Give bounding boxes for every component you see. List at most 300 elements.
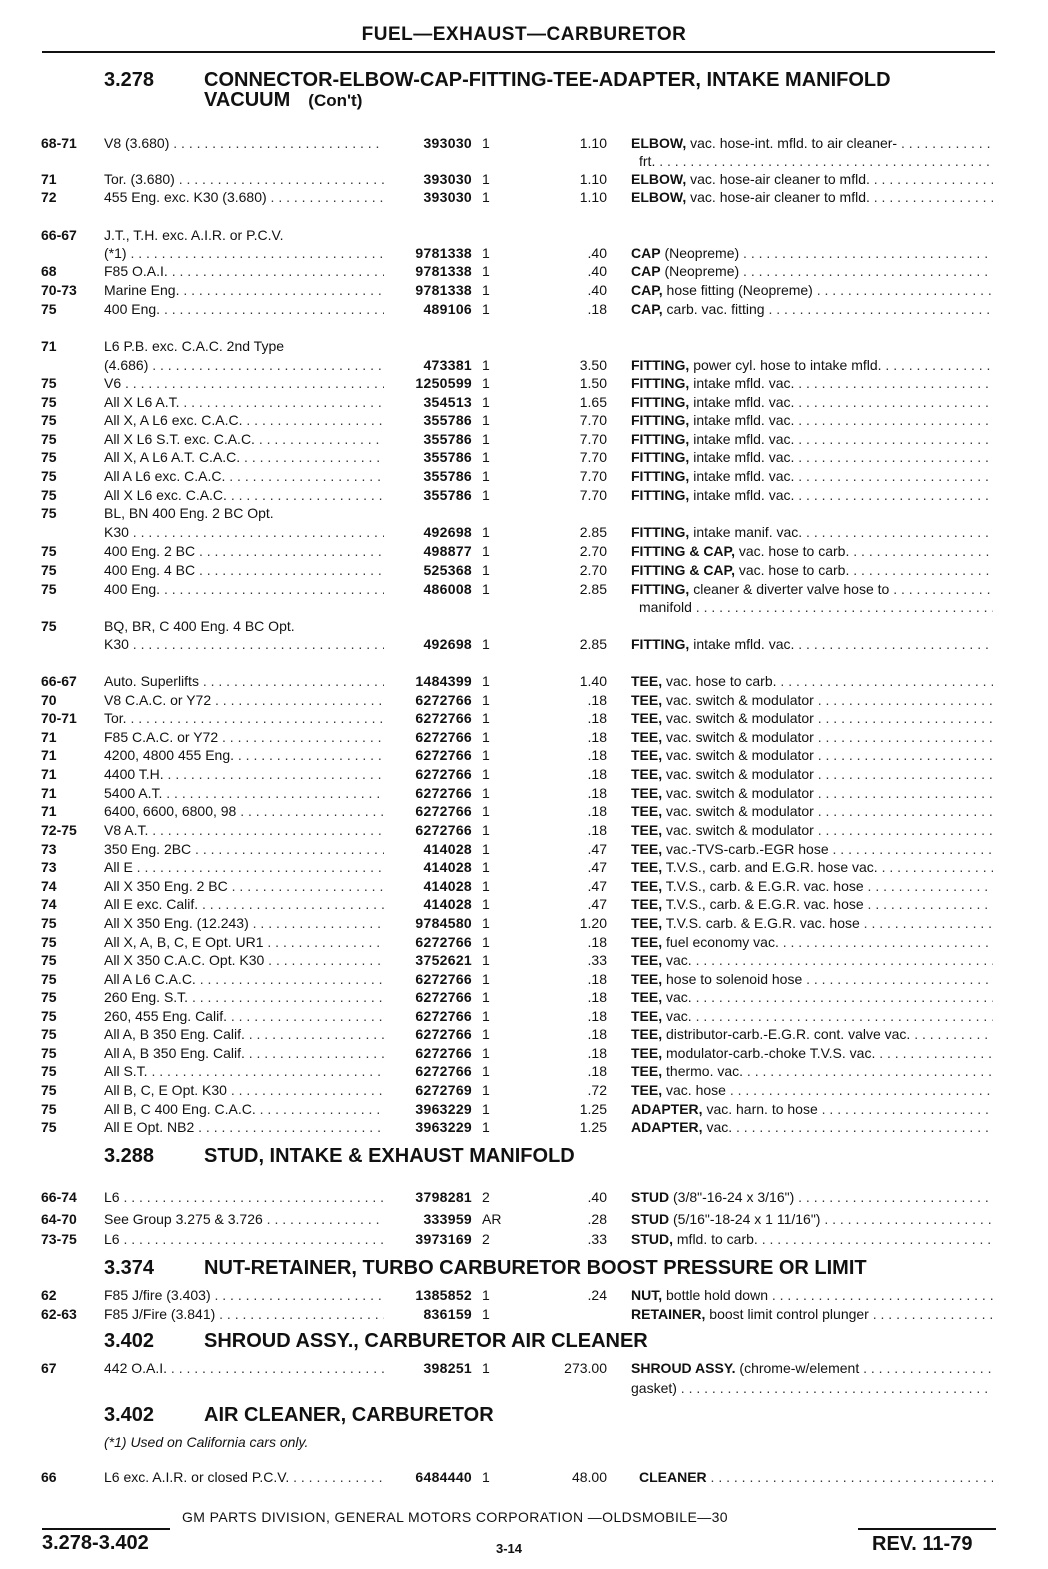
model-year: 75 <box>41 618 57 634</box>
description <box>631 430 993 448</box>
model-year: 75 <box>41 1119 57 1135</box>
part-detail: vac. hose <box>662 1082 726 1098</box>
model-year: 74 <box>41 896 57 912</box>
price: .72 <box>587 1082 607 1098</box>
quantity: 1 <box>482 375 490 391</box>
part-detail: carb. vac. fitting <box>662 301 765 317</box>
table-row <box>0 895 1048 913</box>
part-number: 9781338 <box>415 282 472 298</box>
model-year: 75 <box>41 468 57 484</box>
section-title: NUT-RETAINER, TURBO CARBURETOR BOOST PRESSURE OR LIMIT <box>204 1257 867 1279</box>
description <box>631 933 993 951</box>
description <box>631 467 993 485</box>
application: All X L6 exc. C.A.C. . . . <box>104 486 384 504</box>
price: 2.85 <box>579 636 607 652</box>
description <box>631 784 993 802</box>
model-year: 71 <box>41 729 57 745</box>
part-detail: vac. hose to carb. <box>734 562 850 578</box>
part-detail: vac. hose-int. mfld. to air cleaner- <box>686 135 898 151</box>
part-detail: intake manif. vac. <box>689 524 803 540</box>
description <box>631 728 993 746</box>
table-row <box>0 1044 1048 1062</box>
table-row <box>0 1100 1048 1118</box>
application: Tor. (3.680) . . . <box>104 170 384 188</box>
quantity: 1 <box>482 878 490 894</box>
part-number: 6272766 <box>415 1026 472 1042</box>
description <box>631 300 993 318</box>
application: V8 A.T. . . . <box>104 821 384 839</box>
application: All X, A, B, C, E Opt. UR1 . . . <box>104 933 384 951</box>
price: 48.00 <box>571 1469 607 1485</box>
table-row <box>0 951 1048 969</box>
description <box>631 1379 993 1397</box>
part-detail: (3/8"-16-24 x 3/16") <box>669 1189 795 1205</box>
price: .18 <box>587 989 607 1005</box>
part-name: CAP <box>631 245 661 261</box>
price: .18 <box>587 1045 607 1061</box>
model-year: 75 <box>41 543 57 559</box>
part-detail: fuel economy vac. <box>662 934 779 950</box>
table-row <box>0 914 1048 932</box>
table-row <box>0 691 1048 709</box>
table-row <box>0 709 1048 727</box>
table-row <box>0 430 1048 448</box>
description <box>631 1100 993 1118</box>
price: 2.85 <box>579 524 607 540</box>
part-name: TEE, <box>631 729 663 745</box>
table-row <box>0 1230 1048 1248</box>
quantity: 1 <box>482 357 490 373</box>
part-name: TEE, <box>631 952 663 968</box>
model-year: 66 <box>41 1469 57 1485</box>
description <box>631 635 993 653</box>
part-name: FITTING, <box>631 375 690 391</box>
part-name: FITTING, <box>631 636 690 652</box>
application: All S.T. . . . <box>104 1062 384 1080</box>
part-name: NUT, <box>631 1287 663 1303</box>
application: 260 Eng. S.T. . . . <box>104 988 384 1006</box>
part-name: TEE, <box>631 822 663 838</box>
part-detail: vac. hose-air cleaner to mfld. <box>686 171 870 187</box>
table-row <box>0 244 1048 262</box>
section-number: 3.374 <box>104 1257 155 1279</box>
continued-label: (Con't) <box>308 91 363 110</box>
part-number: 836159 <box>423 1306 472 1322</box>
description <box>631 1468 993 1486</box>
model-year: 75 <box>41 505 57 521</box>
table-row <box>0 337 1048 355</box>
part-number: 473381 <box>423 357 472 373</box>
part-detail: vac. switch & modulator <box>662 747 814 763</box>
part-detail: vac. harn. to hose <box>702 1101 818 1117</box>
application: L6 . . . <box>104 1230 384 1248</box>
part-detail: T.V.S., carb. and E.G.R. hose vac. <box>662 859 878 875</box>
description <box>631 134 993 152</box>
quantity: 1 <box>482 747 490 763</box>
part-number: 6272766 <box>415 822 472 838</box>
table-row <box>0 598 1048 616</box>
quantity: 1 <box>482 1063 490 1079</box>
model-year: 73-75 <box>41 1231 77 1247</box>
part-detail: vac.-TVS-carb.-EGR hose <box>662 841 829 857</box>
footer-rule-right <box>858 1528 996 1530</box>
description <box>631 598 993 616</box>
part-number: 6272766 <box>415 729 472 745</box>
part-number: 6272766 <box>415 989 472 1005</box>
quantity: 1 <box>482 1306 490 1322</box>
quantity: 1 <box>482 989 490 1005</box>
part-number: 414028 <box>423 896 472 912</box>
table-row <box>0 281 1048 299</box>
description <box>631 1044 993 1062</box>
part-number: 6272766 <box>415 785 472 801</box>
quantity: 1 <box>482 1045 490 1061</box>
section-title-line: CONNECTOR-ELBOW-CAP-FITTING-TEE-ADAPTER, INTAKE MANIFOLD <box>204 69 891 91</box>
part-number: 355786 <box>423 449 472 465</box>
part-detail: (chrome-w/element <box>735 1360 860 1376</box>
part-number: 3963229 <box>415 1101 472 1117</box>
part-name: CAP <box>631 263 661 279</box>
price: .47 <box>587 841 607 857</box>
model-year: 71 <box>41 803 57 819</box>
section-number: 3.278 <box>104 69 155 91</box>
table-row <box>0 746 1048 764</box>
description <box>631 895 993 913</box>
model-year: 71 <box>41 171 57 187</box>
table-row <box>0 504 1048 522</box>
description <box>631 188 993 206</box>
application: All A, B 350 Eng. Calif. . . . <box>104 1025 384 1043</box>
quantity: 1 <box>482 636 490 652</box>
part-detail: vac. hose-air cleaner to mfld. <box>686 189 870 205</box>
part-detail: vac. <box>662 1008 692 1024</box>
part-number: 414028 <box>423 841 472 857</box>
table-row <box>0 970 1048 988</box>
part-number: 355786 <box>423 468 472 484</box>
price: 7.70 <box>579 468 607 484</box>
part-number: 1250599 <box>415 375 472 391</box>
price: 2.70 <box>579 562 607 578</box>
quantity: AR <box>482 1211 502 1227</box>
part-name: ELBOW, <box>631 189 687 205</box>
quantity: 1 <box>482 710 490 726</box>
part-name: TEE, <box>631 859 663 875</box>
table-row <box>0 933 1048 951</box>
model-year: 75 <box>41 431 57 447</box>
application: 455 Eng. exc. K30 (3.680) . . . <box>104 188 384 206</box>
price: .47 <box>587 878 607 894</box>
part-name: TEE, <box>631 785 663 801</box>
price: 1.25 <box>579 1101 607 1117</box>
model-year: 73 <box>41 841 57 857</box>
table-row <box>0 300 1048 318</box>
part-name: FITTING, <box>631 394 690 410</box>
quantity: 1 <box>482 803 490 819</box>
application: 260, 455 Eng. Calif. . . . <box>104 1007 384 1025</box>
price: 2.85 <box>579 581 607 597</box>
table-row <box>0 1379 1048 1397</box>
table-row <box>0 152 1048 170</box>
part-detail: T.V.S. carb. & E.G.R. vac. hose <box>662 915 860 931</box>
part-number: 355786 <box>423 487 472 503</box>
description <box>631 988 993 1006</box>
part-number: 9781338 <box>415 263 472 279</box>
part-detail: intake mfld. vac. <box>689 375 795 391</box>
description <box>631 1007 993 1025</box>
footer-group-range: 3.278-3.402 <box>42 1532 149 1554</box>
part-name: ADAPTER, <box>631 1101 703 1117</box>
table-row <box>0 821 1048 839</box>
table-row <box>0 1007 1048 1025</box>
part-name: FITTING, <box>631 357 690 373</box>
part-number: 414028 <box>423 878 472 894</box>
application: V6 . . . <box>104 374 384 392</box>
description <box>631 281 993 299</box>
part-number: 486008 <box>423 581 472 597</box>
part-name: STUD, <box>631 1231 673 1247</box>
quantity: 1 <box>482 896 490 912</box>
model-year: 75 <box>41 581 57 597</box>
part-detail: distributor-carb.-E.G.R. cont. valve vac. <box>662 1026 911 1042</box>
application: All X 350 C.A.C. Opt. K30 . . . <box>104 951 384 969</box>
top-rule <box>42 51 995 53</box>
part-number: 6272766 <box>415 1063 472 1079</box>
part-detail: intake mfld. vac. <box>689 431 795 447</box>
price: .18 <box>587 971 607 987</box>
quantity: 1 <box>482 971 490 987</box>
description <box>631 877 993 895</box>
part-name: TEE, <box>631 915 663 931</box>
model-year: 70 <box>41 692 57 708</box>
part-name: CLEANER <box>639 1469 707 1485</box>
part-number: 3798281 <box>415 1189 472 1205</box>
part-number: 1385852 <box>415 1287 472 1303</box>
part-detail: mfld. to carb. <box>673 1231 758 1247</box>
part-name: CAP, <box>631 282 663 298</box>
model-year: 62-63 <box>41 1306 77 1322</box>
part-name: TEE, <box>631 1082 663 1098</box>
description <box>631 356 993 374</box>
part-number: 1484399 <box>415 673 472 689</box>
quantity: 2 <box>482 1189 490 1205</box>
table-row <box>0 635 1048 653</box>
table-row <box>0 858 1048 876</box>
application: All B, C, E Opt. K30 . . . <box>104 1081 384 1099</box>
part-name: FITTING, <box>631 449 690 465</box>
part-number: 6272766 <box>415 934 472 950</box>
quantity: 1 <box>482 952 490 968</box>
part-detail: intake mfld. vac. <box>689 449 795 465</box>
description <box>631 1359 993 1377</box>
part-name: TEE, <box>631 692 663 708</box>
model-year: 75 <box>41 1082 57 1098</box>
application: F85 J/fire (3.403) . . . <box>104 1286 384 1304</box>
description <box>631 244 993 262</box>
description <box>631 486 993 504</box>
part-name: SHROUD ASSY. <box>631 1360 736 1376</box>
table-row <box>0 393 1048 411</box>
application: 350 Eng. 2BC . . . <box>104 840 384 858</box>
part-detail: vac. switch & modulator <box>662 785 814 801</box>
table-row <box>0 1210 1048 1228</box>
price: .28 <box>587 1211 607 1227</box>
part-detail: hose fitting (Neopreme) <box>662 282 813 298</box>
part-detail: vac. hose to carb. <box>734 543 850 559</box>
footer-division: GM PARTS DIVISION, GENERAL MOTORS CORPORATION —OLDSMOBILE—30 <box>182 1509 728 1525</box>
price: .18 <box>587 1026 607 1042</box>
table-row <box>0 561 1048 579</box>
section-title: STUD, INTAKE & EXHAUST MANIFOLD <box>204 1145 575 1167</box>
model-year: 71 <box>41 785 57 801</box>
part-detail: gasket) <box>631 1380 677 1396</box>
model-year: 75 <box>41 971 57 987</box>
quantity: 1 <box>482 468 490 484</box>
table-row <box>0 523 1048 541</box>
model-year: 75 <box>41 375 57 391</box>
part-name: ADAPTER, <box>631 1119 703 1135</box>
section-number: 3.402 <box>104 1330 155 1352</box>
part-number: 492698 <box>423 636 472 652</box>
section-title: AIR CLEANER, CARBURETOR <box>204 1404 494 1426</box>
part-detail: thermo. vac. <box>662 1063 744 1079</box>
description <box>631 1081 993 1099</box>
part-number: 6272766 <box>415 1045 472 1061</box>
description <box>631 1305 993 1323</box>
model-year: 75 <box>41 562 57 578</box>
quantity: 1 <box>482 301 490 317</box>
description <box>631 1188 993 1206</box>
table-row <box>0 356 1048 374</box>
table-row <box>0 1468 1048 1486</box>
part-name: STUD <box>631 1211 670 1227</box>
price: .33 <box>587 952 607 968</box>
model-year: 75 <box>41 952 57 968</box>
part-detail: (Neopreme) <box>660 245 740 261</box>
part-number: 3963229 <box>415 1119 472 1135</box>
table-row <box>0 467 1048 485</box>
part-name: TEE, <box>631 747 663 763</box>
quantity: 1 <box>482 431 490 447</box>
quantity: 1 <box>482 487 490 503</box>
description <box>631 672 993 690</box>
table-row <box>0 988 1048 1006</box>
part-name: TEE, <box>631 896 663 912</box>
model-year: 75 <box>41 301 57 317</box>
part-number: 9781338 <box>415 245 472 261</box>
application: All A L6 exc. C.A.C. . . . <box>104 467 384 485</box>
model-year: 66-74 <box>41 1189 77 1205</box>
section-heading-3374 <box>104 1258 867 1278</box>
model-year: 62 <box>41 1287 57 1303</box>
description <box>631 914 993 932</box>
quantity: 1 <box>482 692 490 708</box>
part-name: ELBOW, <box>631 171 687 187</box>
price: .18 <box>587 766 607 782</box>
quantity: 1 <box>482 766 490 782</box>
part-number: 333959 <box>423 1211 472 1227</box>
price: .18 <box>587 729 607 745</box>
quantity: 1 <box>482 524 490 540</box>
price: 7.70 <box>579 449 607 465</box>
table-row <box>0 170 1048 188</box>
table-row <box>0 1305 1048 1323</box>
description <box>631 1025 993 1043</box>
price: .18 <box>587 1063 607 1079</box>
footer-rule-left <box>42 1528 170 1530</box>
part-detail: vac. <box>702 1119 733 1135</box>
section-heading-3402-shroud <box>104 1331 648 1351</box>
part-name: TEE, <box>631 766 663 782</box>
application: All B, C 400 Eng. C.A.C. . . . <box>104 1100 384 1118</box>
part-name: FITTING, <box>631 581 690 597</box>
part-detail: intake mfld. vac. <box>689 468 795 484</box>
table-row <box>0 226 1048 244</box>
part-name: TEE, <box>631 878 663 894</box>
price: .40 <box>587 1189 607 1205</box>
part-number: 393030 <box>423 189 472 205</box>
part-detail: frt. <box>639 153 656 169</box>
quantity: 1 <box>482 1469 490 1485</box>
quantity: 1 <box>482 449 490 465</box>
section-title: SHROUD ASSY., CARBURETOR AIR CLEANER <box>204 1330 648 1352</box>
price: .18 <box>587 1008 607 1024</box>
model-year: 68-71 <box>41 135 77 151</box>
part-detail: bottle hold down <box>662 1287 768 1303</box>
model-year: 74 <box>41 878 57 894</box>
price: 1.25 <box>579 1119 607 1135</box>
quantity: 1 <box>482 135 490 151</box>
model-year: 72 <box>41 189 57 205</box>
application: All X 350 Eng. 2 BC . . . <box>104 877 384 895</box>
table-row <box>0 1025 1048 1043</box>
description <box>631 152 993 170</box>
price: .18 <box>587 785 607 801</box>
application: K30 . . . <box>104 635 384 653</box>
description <box>631 448 993 466</box>
part-number: 498877 <box>423 543 472 559</box>
quantity: 1 <box>482 785 490 801</box>
quantity: 1 <box>482 562 490 578</box>
application: Marine Eng. . . . <box>104 281 384 299</box>
price: 1.50 <box>579 375 607 391</box>
price: 1.65 <box>579 394 607 410</box>
table-row <box>0 877 1048 895</box>
description <box>631 580 993 598</box>
application: 400 Eng. 2 BC . . . <box>104 542 384 560</box>
price: .40 <box>587 263 607 279</box>
model-year: 75 <box>41 394 57 410</box>
section-number: 3.288 <box>104 1145 155 1167</box>
description <box>631 858 993 876</box>
table-row <box>0 784 1048 802</box>
part-name: TEE, <box>631 1008 663 1024</box>
description <box>631 262 993 280</box>
table-row <box>0 1286 1048 1304</box>
quantity: 1 <box>482 673 490 689</box>
part-detail: vac. switch & modulator <box>662 803 814 819</box>
price: .18 <box>587 822 607 838</box>
model-year: 67 <box>41 1360 57 1376</box>
part-detail: (Neopreme) <box>660 263 740 279</box>
quantity: 1 <box>482 1287 490 1303</box>
footnote: (*1) Used on California cars only. <box>104 1434 309 1450</box>
model-year: 64-70 <box>41 1211 77 1227</box>
part-detail: modulator-carb.-choke T.V.S. vac. <box>662 1045 876 1061</box>
price: .33 <box>587 1231 607 1247</box>
part-number: 6484440 <box>415 1469 472 1485</box>
part-detail: hose to solenoid hose <box>662 971 803 987</box>
application: All A L6 C.A.C. . . . <box>104 970 384 988</box>
